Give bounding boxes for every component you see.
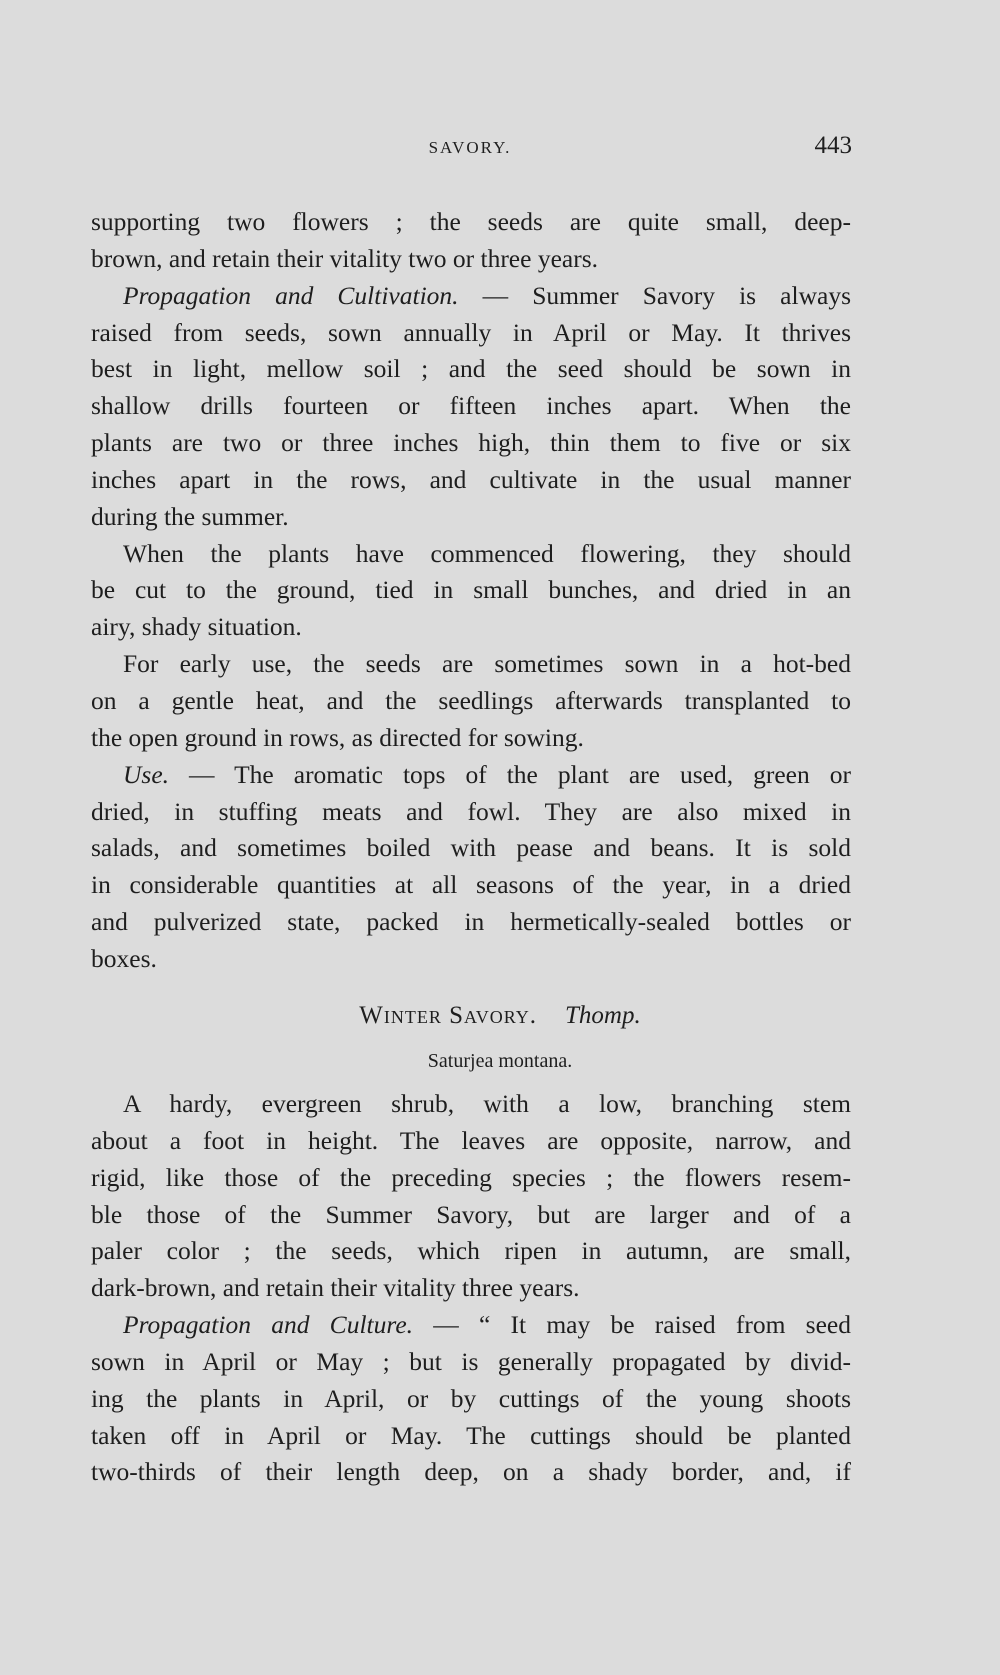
line-text: — Summer Savory is always — [458, 280, 851, 310]
italic-run-in-heading: Propagation and Culture. — [123, 1310, 414, 1340]
page-number: 443 — [814, 132, 852, 159]
text-line: paler color ; the seeds, which ripen in autumn, are small, — [91, 1236, 851, 1266]
text-line: A hardy, evergreen shrub, with a low, branching stem — [123, 1089, 851, 1118]
text-line: sown in April or May ; but is generally propagated by divid- — [91, 1346, 851, 1376]
running-header — [0, 132, 1000, 162]
text-line: ing the plants in April, or by cuttings of the young shoots — [91, 1383, 851, 1413]
italic-run-in-heading: Use. — [123, 759, 170, 789]
text-line: plants are two or three inches high, thin them to five or six — [91, 428, 851, 458]
text-line: brown, and retain their vitality two or three years. — [91, 243, 598, 273]
text-line: dried, in stuffing meats and fowl. They are also mixed in — [91, 796, 851, 826]
text-line: two-thirds of their length deep, on a shady border, and, if — [91, 1457, 851, 1487]
text-line: shallow drills fourteen or fifteen inches apart. When the — [91, 391, 851, 421]
text-line: When the plants have commenced flowering, they should — [123, 538, 851, 568]
text-line — [91, 278, 851, 315]
text-line — [91, 757, 851, 794]
text-line: in considerable quantities at all seasons of the year, in a dried — [91, 870, 851, 900]
text-line: dark-brown, and retain their vitality three years. — [91, 1273, 580, 1303]
text-line: and pulverized state, packed in hermetically-sealed bottles or — [91, 907, 851, 937]
text-line: boxes. — [91, 943, 157, 973]
section-heading — [0, 1002, 1000, 1030]
italic-run-in-heading: Propagation and Cultivation. — [123, 280, 459, 310]
botanical-name: Saturjea montana. — [427, 1050, 573, 1072]
text-line: taken off in April or May. The cuttings should be planted — [91, 1420, 851, 1450]
text-line: the open ground in rows, as directed for sowing. — [91, 722, 584, 752]
text-line: supporting two flowers ; the seeds are quite small, deep- — [91, 207, 851, 236]
text-line: For early use, the seeds are sometimes sown in a hot-bed — [123, 649, 851, 679]
text-line: on a gentle heat, and the seedlings afterwards transplanted to — [91, 685, 851, 715]
text-line: inches apart in the rows, and cultivate in the usual manner — [91, 464, 851, 494]
text-line: during the summer. — [91, 501, 289, 531]
line-text: — “ It may be raised from seed — [413, 1310, 851, 1340]
section-winter-savory-text — [91, 1086, 851, 1491]
line-text: — The aromatic tops of the plant are used, green or — [169, 759, 851, 789]
text-line: be cut to the ground, tied in small bunches, and dried in an — [91, 575, 851, 605]
text-line: rigid, like those of the preceding species ; the flowers resem- — [91, 1162, 851, 1192]
heading-authority: Thomp. — [564, 1002, 641, 1029]
text-line: ble those of the Summer Savory, but are larger and of a — [91, 1199, 851, 1229]
text-line: raised from seeds, sown annually in April or May. It thrives — [91, 317, 851, 347]
text-line: salads, and sometimes boiled with pease and beans. It is sold — [91, 833, 851, 863]
section-summer-savory-text — [91, 204, 851, 978]
text-line — [91, 1307, 851, 1344]
heading-title: Winter Savory. — [359, 1002, 537, 1029]
running-title: SAVORY. — [428, 138, 512, 157]
text-line: about a foot in height. The leaves are opposite, narrow, and — [91, 1125, 851, 1155]
text-line: best in light, mellow soil ; and the seed should be sown in — [91, 354, 851, 384]
text-line: airy, shady situation. — [91, 612, 302, 642]
